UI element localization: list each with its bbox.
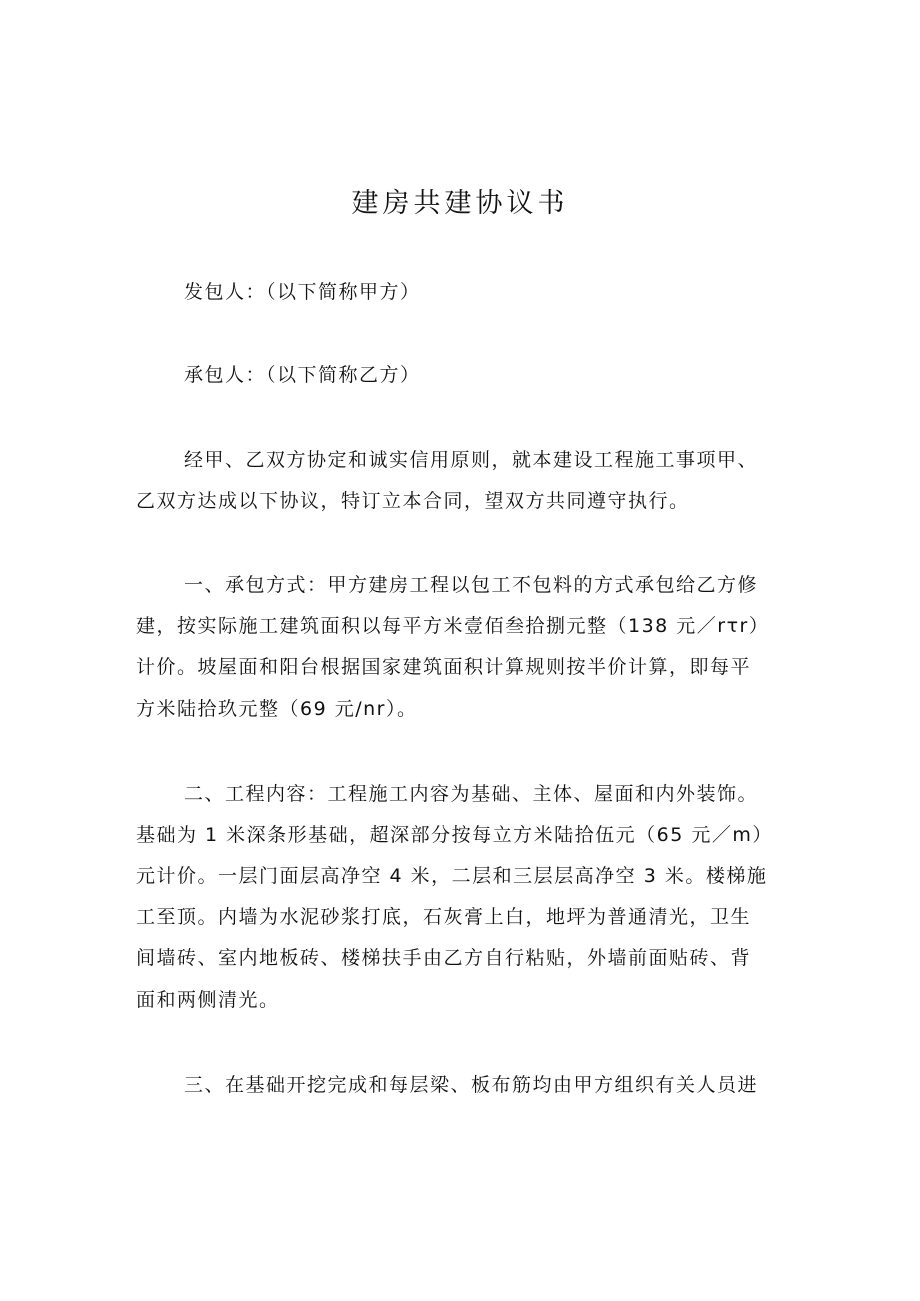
section2-line-4: 工至顶。内墙为水泥砂浆打底，石灰膏上白，地坪为普通清光，卫生: [136, 906, 752, 928]
section2-line-6: 面和两侧清光。: [136, 989, 280, 1011]
section1-line-2: 建，按实际施工建筑面积以每平方米壹佰叁拾捌元整（138 元／rτr）: [136, 615, 770, 637]
intro-line-1: 经甲、乙双方协定和诚实信用原则，就本建设工程施工事项甲、: [184, 449, 759, 471]
intro-line-2: 乙双方达成以下协议，特订立本合同，望双方共同遵守执行。: [136, 490, 690, 512]
section1-line-1: 一、承包方式：甲方建房工程以包工不包料的方式承包给乙方修: [184, 574, 759, 596]
section2-line-5: 间墙砖、室内地板砖、楼梯扶手由乙方自行粘贴，外墙前面贴砖、背: [136, 947, 752, 969]
section1-line-3: 计价。坡屋面和阳台根据国家建筑面积计算规则按半价计算，即每平: [136, 656, 752, 678]
section2-line-1: 二、工程内容：工程施工内容为基础、主体、屋面和内外装饰。: [184, 783, 759, 805]
party-a-line: 发包人：（以下简称甲方）: [184, 281, 421, 303]
section1-line-4: 方米陆拾玖元整（69 元/nr）。: [136, 698, 418, 720]
party-b-line: 承包人：（以下简称乙方）: [184, 364, 421, 386]
section2-line-3: 元计价。一层门面层高净空 4 米，二层和三层层高净空 3 米。楼梯施: [136, 865, 768, 887]
document-title: 建房共建协议书: [351, 188, 569, 219]
section3-line-1: 三、在基础开挖完成和每层梁、板布筋均由甲方组织有关人员进: [184, 1074, 759, 1096]
section2-line-2: 基础为 1 米深条形基础，超深部分按每立方米陆拾伍元（65 元／m）: [136, 824, 773, 846]
